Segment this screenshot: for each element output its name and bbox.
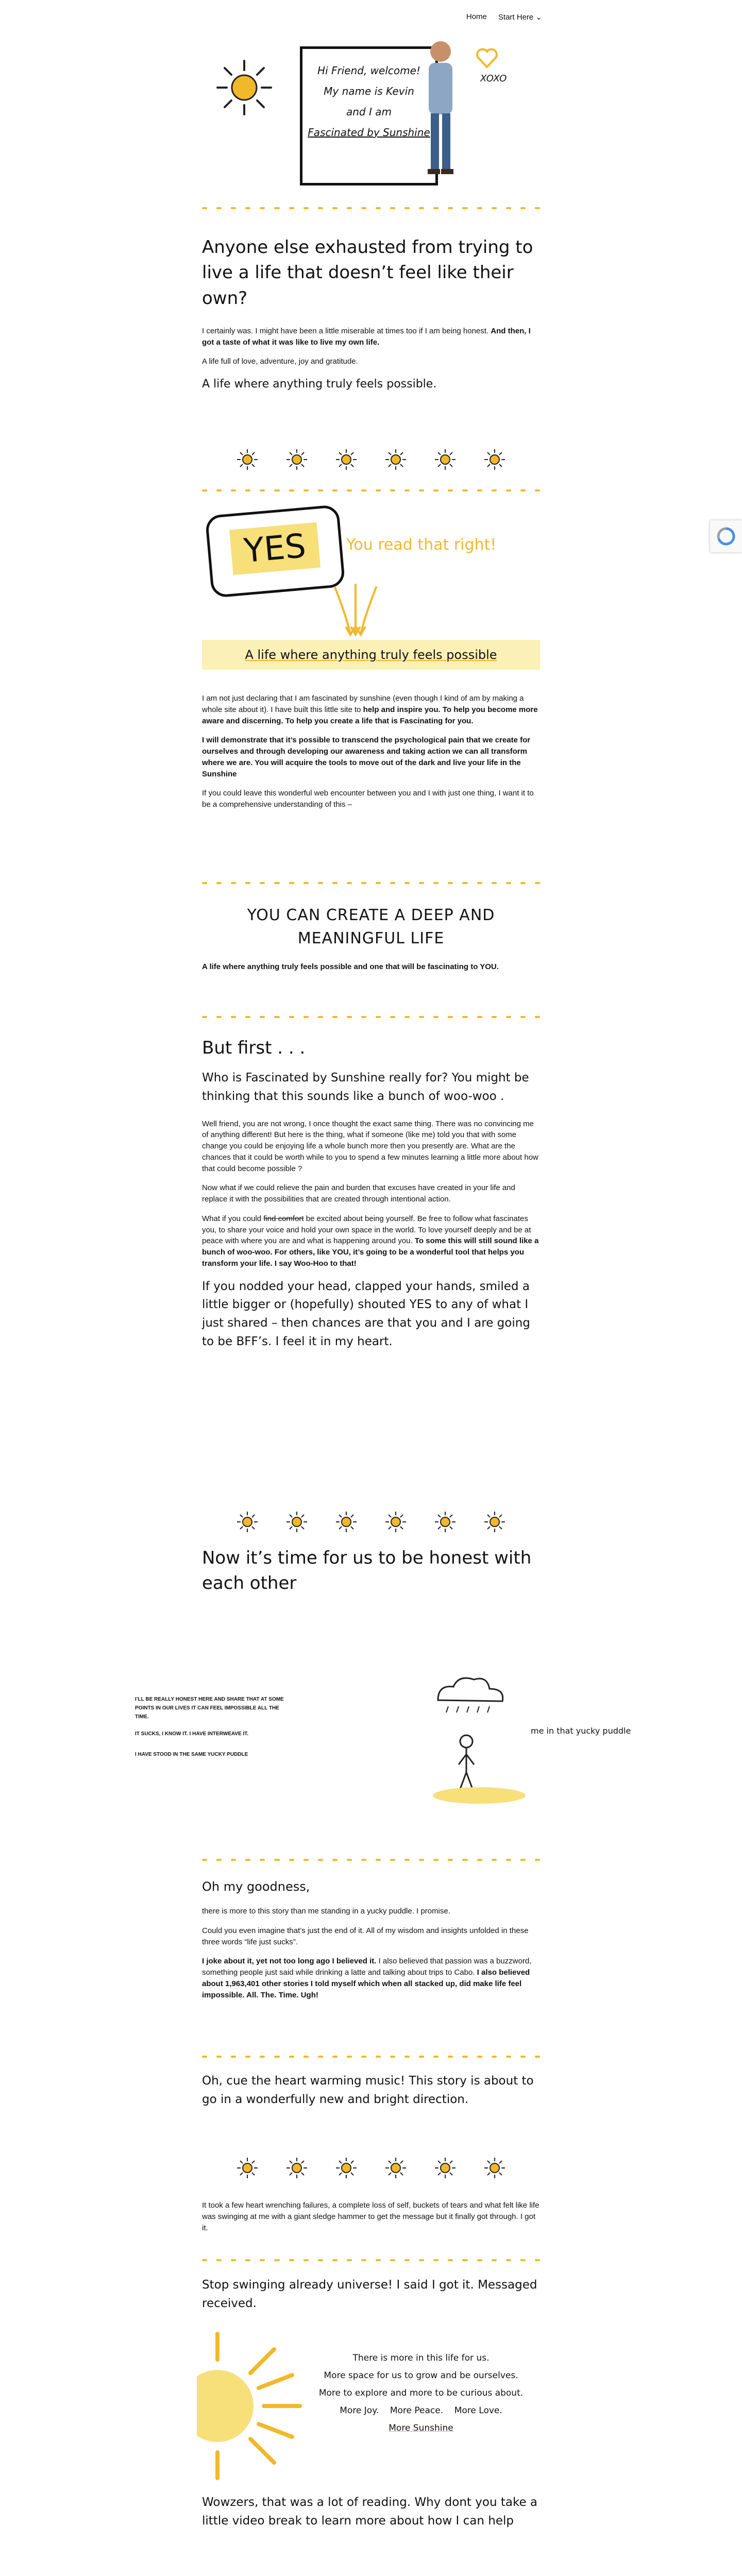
sun-row bbox=[202, 1511, 540, 1533]
honest-note-1: I’LL BE REALLY HONEST HERE AND SHARE THAT AT SOME POINTS IN OUR LIVES IT CAN FEEL IMPOSSIBLE ALL THE TIME. bbox=[135, 1697, 284, 1720]
goodness-section bbox=[202, 1877, 540, 2009]
recaptcha-icon bbox=[710, 520, 742, 552]
honest-section bbox=[202, 1546, 540, 1597]
butfirst-p3-strike: find comfort bbox=[263, 1214, 304, 1223]
divider bbox=[202, 1859, 540, 1861]
declare-paragraph-1 bbox=[202, 693, 540, 726]
intro-paragraph-2: A life full of love, adventure, joy and gratitude. bbox=[202, 357, 358, 366]
yes-tagline: You read that right! bbox=[346, 536, 497, 554]
divider bbox=[202, 2056, 540, 2058]
yes-text: YES bbox=[229, 522, 321, 575]
sun-icon bbox=[335, 2157, 358, 2179]
butfirst-paragraph-3 bbox=[202, 1213, 540, 1269]
video-heading: Wowzers, that was a lot of reading. Why dont you take a little video break to learn more about how I can help bbox=[202, 2496, 537, 2528]
heart-icon bbox=[475, 46, 499, 70]
intro-p1-normal: I certainly was. I might have been a little miserable at times too if I am being honest. bbox=[202, 326, 491, 335]
universe-line-3: More to explore and more to be curious about. bbox=[318, 2388, 524, 2398]
hero-line-3: and I am bbox=[346, 106, 392, 118]
declare-p2-bold: I will demonstrate that it’s possible to transcend the psychological pain that we create for ourselves and through developing our awareness and taking action we can all transform where we are. You will acquire the tools to move out of the dark and live your life in the Sunshine bbox=[202, 736, 531, 778]
recaptcha-badge[interactable] bbox=[710, 520, 742, 552]
sun-icon bbox=[236, 1511, 259, 1533]
honest-note-3: I HAVE STOOD IN THE SAME YUCKY PUDDLE bbox=[135, 1752, 248, 1757]
sun-row bbox=[202, 448, 540, 471]
yes-strip bbox=[202, 640, 540, 670]
cue-heading: Oh, cue the heart warming music! This story is about to go in a wonderfully new and bright direction. bbox=[202, 2074, 534, 2106]
video-section bbox=[202, 2494, 540, 2530]
honest-heading: Now it’s time for us to be honest with each other bbox=[202, 1548, 532, 1594]
butfirst-question: Who is Fascinated by Sunshine really for? You might be thinking that this sounds like a bunch of woo-woo . bbox=[202, 1071, 529, 1103]
sun-icon bbox=[434, 1511, 457, 1533]
divider bbox=[202, 882, 540, 884]
universe-line-2: More space for us to grow and be ourselves. bbox=[324, 2370, 518, 2381]
sun-icon bbox=[335, 448, 358, 471]
butfirst-p3-b: be excited about being yourself. Be free to follow what fascinates you, to share your voice and hold your own space in the world. To love yourself deeply and be at peace with where you are and what is happening around you. bbox=[202, 1214, 531, 1246]
nav-start-here-label: Start Here bbox=[498, 13, 534, 22]
hero bbox=[202, 36, 540, 206]
universe-illustration bbox=[202, 2329, 540, 2483]
butfirst-heading: But first . . . bbox=[202, 1038, 306, 1058]
universe-line-1: There is more in this life for us. bbox=[352, 2353, 490, 2363]
divider bbox=[202, 2259, 540, 2261]
divider bbox=[202, 1016, 540, 1018]
sun-icon bbox=[285, 2157, 308, 2179]
goodness-paragraph-1: there is more to this story than me standing in a yucky puddle. I promise. bbox=[202, 1907, 450, 1916]
yes-strip-text: A life where anything truly feels possible bbox=[245, 648, 497, 662]
declare-p1-bold: help and inspire you. To help you become more aware and discerning. To help you create a life that is Fascinating for you. bbox=[202, 705, 538, 725]
sun-icon bbox=[384, 1511, 407, 1533]
nav-home[interactable]: Home bbox=[466, 12, 487, 21]
sun-row bbox=[202, 2157, 540, 2179]
butfirst-p3-a: What if you could bbox=[202, 1214, 264, 1223]
sun-icon bbox=[434, 2157, 457, 2179]
butfirst-paragraph-1: Well friend, you are not wrong, I once thought the exact same thing. There was no convincing me of anything different! But here is the thing, what if someone (like me) told you that with some change you could be enjoying life a whole bunch more then you presently are. What are the chances that it could be worth while to you to spend a few minutes learning a little more about how that could become possible ? bbox=[202, 1119, 538, 1173]
universe-section bbox=[202, 2276, 540, 2313]
cue-section bbox=[202, 2072, 540, 2109]
top-nav bbox=[466, 12, 542, 22]
sun-icon bbox=[483, 1511, 506, 1533]
big-sun-icon bbox=[197, 2329, 315, 2483]
butfirst-nodded: If you nodded your head, clapped your hands, smiled a little bigger or (hopefully) shouted YES to any of what I just shared – then chances are that you and I are going to be BFF’s. I feel it in my heart. bbox=[202, 1279, 530, 1348]
declare-p1-normal: I am not just declaring that I am fascinated by sunshine (even though I kind of am by making a whole site about it). I have built this little site to bbox=[202, 694, 524, 714]
goodness-paragraph-2: Could you even imagine that’s just the end of it. All of my wisdom and insights unfolded in these three words “life just sucks”. bbox=[202, 1926, 529, 1946]
arrows-icon bbox=[319, 582, 392, 639]
create-heading: YOU CAN CREATE A DEEP AND MEANINGFUL LIFE bbox=[247, 906, 495, 947]
puddle-caption: me in that yucky puddle bbox=[531, 1726, 631, 1736]
butfirst-p3-bold: To some this will still sound like a bunch of woo-woo. For others, like YOU, it’s going to be a wonderful tool that helps you transform your life. I say Woo-Hoo to that! bbox=[202, 1236, 539, 1268]
create-subtext bbox=[202, 961, 540, 973]
sun-icon bbox=[335, 1511, 358, 1533]
intro-heading: Anyone else exhausted from trying to live a life that doesn’t feel like their own? bbox=[202, 237, 533, 309]
divider bbox=[202, 489, 540, 492]
puddle-illustration bbox=[129, 1674, 644, 1814]
hero-line-4: Fascinated by Sunshine bbox=[308, 126, 430, 139]
goodness-p3-bold-a: I joke about it, yet not too long ago I believed it. bbox=[202, 1957, 377, 1966]
sun-icon bbox=[285, 448, 308, 471]
divider bbox=[202, 207, 540, 209]
chevron-down-icon: ⌄ bbox=[535, 13, 542, 22]
create-subtext-bold: A life where anything truly feels possible and one that will be fascinating to YOU. bbox=[202, 962, 499, 971]
sun-icon bbox=[236, 2157, 259, 2179]
universe-line-5: More Sunshine bbox=[389, 2423, 453, 2433]
goodness-p3-normal: I also believed that passion was a buzzword, something people just said while drinking a latte and talking about trips to Cabo. bbox=[202, 1957, 532, 1977]
sun-icon bbox=[384, 448, 407, 471]
intro-paragraph-1 bbox=[202, 326, 540, 348]
yes-banner bbox=[202, 505, 540, 675]
declare-paragraph-2 bbox=[202, 735, 540, 779]
butfirst-paragraph-2: Now what if we could relieve the pain and burden that excuses have created in your life and replace it with the possibilities that are created through intentional action. bbox=[202, 1183, 515, 1204]
goodness-paragraph-3 bbox=[202, 1956, 540, 2001]
universe-heading: Stop swinging already universe! I said I got it. Messaged received. bbox=[202, 2278, 537, 2310]
person-photo bbox=[412, 36, 469, 191]
sun-icon bbox=[483, 448, 506, 471]
create-section bbox=[202, 904, 540, 981]
cue-paragraph-1: It took a few heart wrenching failures, a complete loss of self, buckets of tears and what felt like life was swinging at me with a giant sledge hammer to get the message but it finally got through. I got it. bbox=[202, 2201, 539, 2232]
rain-cloud-person-icon bbox=[423, 1674, 536, 1808]
intro-section bbox=[202, 235, 540, 393]
hero-line-2: My name is Kevin bbox=[324, 85, 414, 97]
declare-paragraph-3: If you could leave this wonderful web encounter between you and I with just one thing, I want it to be a comprehensive understanding of this – bbox=[202, 789, 534, 809]
xoxo-text: XOXO bbox=[480, 73, 507, 84]
honest-note-2: IT SUCKS, I KNOW IT. I HAVE INTERWEAVE IT. bbox=[135, 1731, 249, 1737]
hero-line-1: Hi Friend, welcome! bbox=[317, 64, 420, 77]
universe-line-4: More Joy. More Peace. More Love. bbox=[340, 2405, 502, 2416]
sun-doodle-icon bbox=[213, 57, 275, 118]
sun-icon bbox=[285, 1511, 308, 1533]
declare-section bbox=[202, 693, 540, 819]
butfirst-section bbox=[202, 1036, 540, 1351]
sun-icon bbox=[236, 448, 259, 471]
sun-icon bbox=[434, 448, 457, 471]
sun-icon bbox=[384, 2157, 407, 2179]
nav-start-here[interactable] bbox=[498, 12, 542, 22]
intro-p1-bold: And then, I got a taste of what it was like to live my own life. bbox=[202, 326, 531, 347]
intro-subhead: A life where anything truly feels possible. bbox=[202, 378, 437, 391]
goodness-heading: Oh my goodness, bbox=[202, 1879, 310, 1894]
universe-lines bbox=[305, 2349, 537, 2437]
cue-body bbox=[202, 2200, 540, 2242]
goodness-p3-bold-b: I also believed about 1,963,401 other stories I told myself which when all stacked up, did make life feel impossible. All. The. Time. Ugh! bbox=[202, 1968, 530, 1999]
sun-icon bbox=[483, 2157, 506, 2179]
